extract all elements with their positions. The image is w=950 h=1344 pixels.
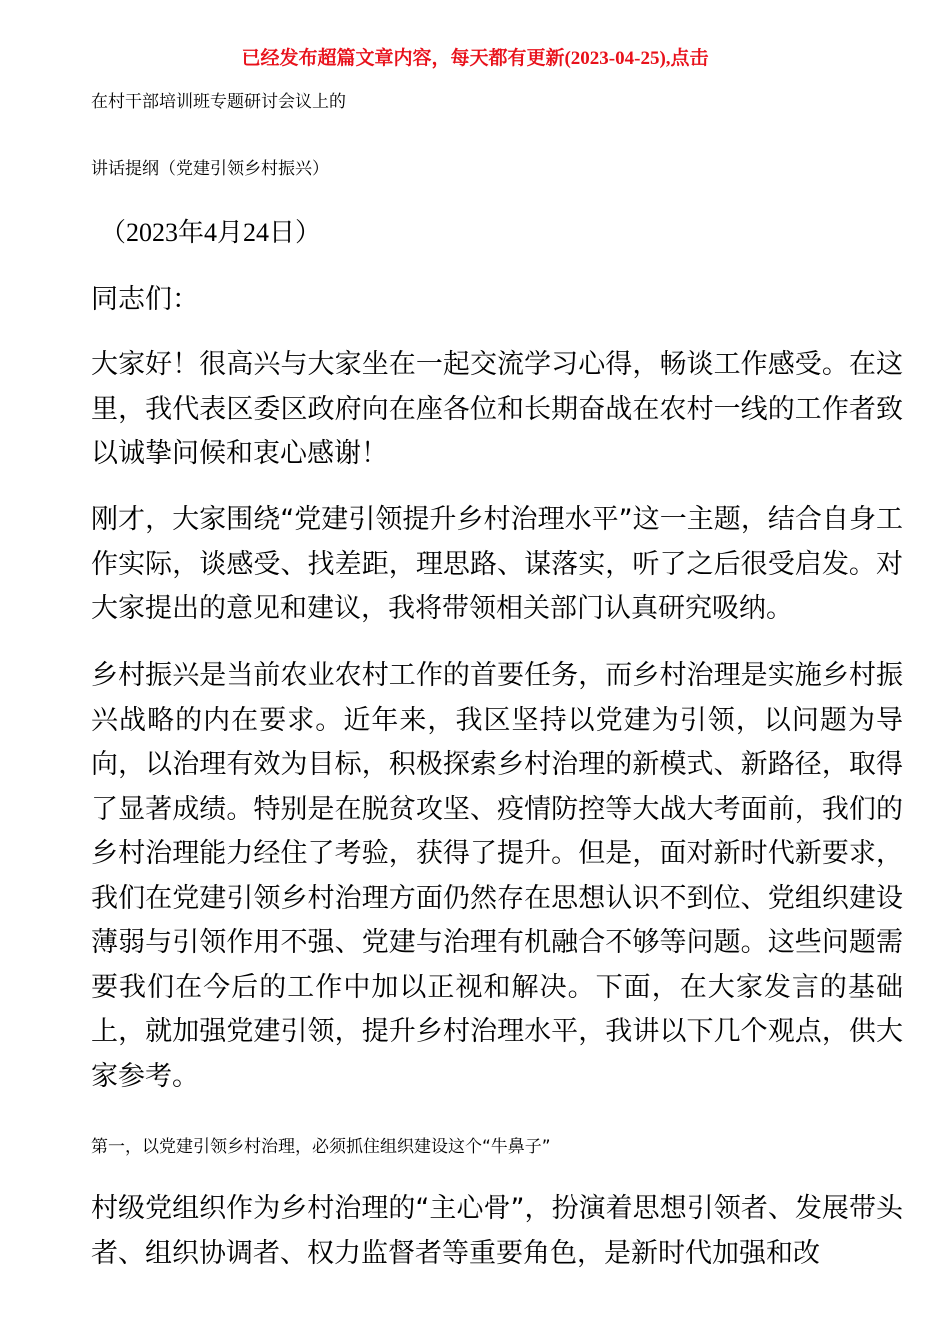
greeting: 同志们： — [91, 284, 199, 315]
update-notice-link[interactable]: 已经发布超篇文章内容，每天都有更新(2023-04-25),点击 — [241, 48, 709, 69]
document-title-line-1: 在村干部培训班专题研讨会议上的 — [91, 92, 346, 112]
document-date: （2023年4月24日） — [100, 218, 322, 247]
paragraph-discussion: 刚才，大家围绕“党建引领提升乡村治理水平”这一主题，结合自身工作实际，谈感受、找差距，理思路、谋落实，听了之后很受启发。对大家提出的意见和建议，我将带领相关部门认真研究吸纳。 — [91, 504, 903, 624]
section-heading: 第一，以党建引领乡村治理，必须抓住组织建设这个“牛鼻子” — [91, 1137, 551, 1157]
paragraph-background: 乡村振兴是当前农业农村工作的首要任务，而乡村治理是实施乡村振兴战略的内在要求。近年来，我区坚持以党建为引领，以问题为导向，以治理有效为目标，积极探索乡村治理的新模式、新路径，取得了显著成绩。特别是在脱贫攻坚、疫情防控等大战大考面前，我们的乡村治理能力经住了考验，获得了提升。但是，面对新时代新要求，我们在党建引领乡村治理方面仍然存在思想认识不到位、党组织建设薄弱与引领作用不强、党建与治理有机融合不够等问题。这些问题需要我们在今后的工作中加以正视和解决。下面，在大家发言的基础上，就加强党建引领，提升乡村治理水平，我讲以下几个观点，供大家参考。 — [91, 660, 903, 1092]
document-title-line-2: 讲话提纲（党建引领乡村振兴） — [91, 159, 329, 179]
paragraph-opening: 大家好！很高兴与大家坐在一起交流学习心得，畅谈工作感受。在这里，我代表区委区政府向在座各位和长期奋战在农村一线的工作者致以诚挚问候和衷心感谢！ — [91, 349, 903, 469]
section-paragraph: 村级党组织作为乡村治理的“主心骨”，扮演着思想引领者、发展带头者、组织协调者、权力监督者等重要角色，是新时代加强和改 — [91, 1193, 903, 1269]
